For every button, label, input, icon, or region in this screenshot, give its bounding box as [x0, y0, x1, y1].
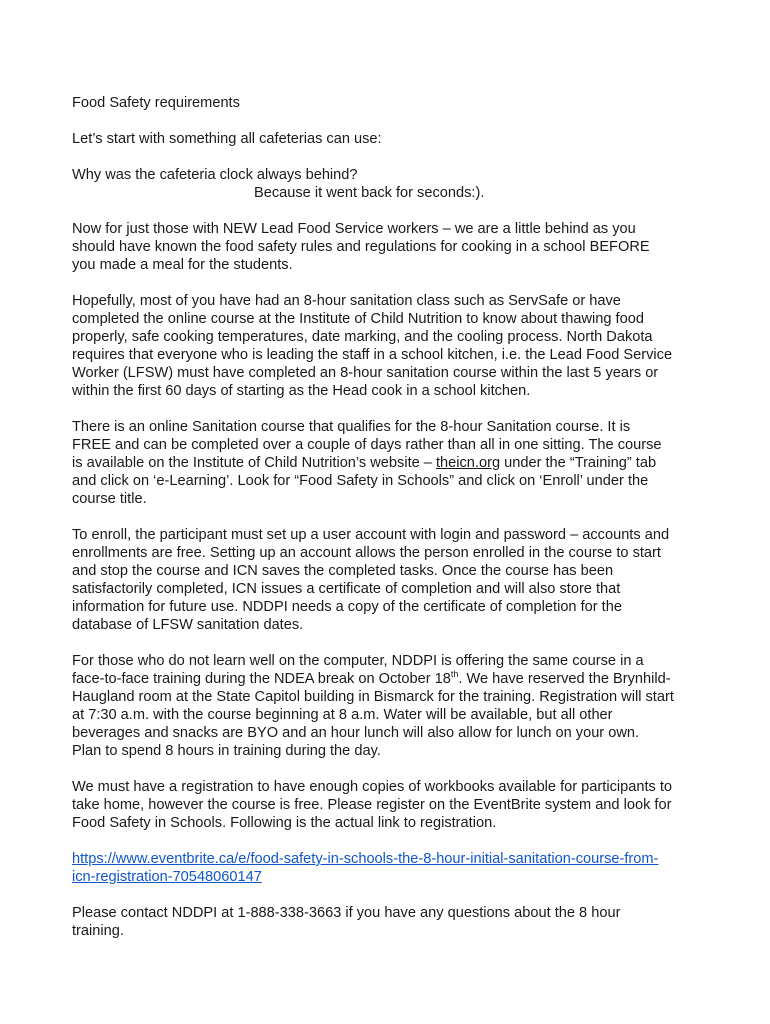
paragraph-sanitation-requirement: Hopefully, most of you have had an 8-hour sanitation class such as ServSafe or have completed the online course at the Institute of Child Nutrition to know about thawing food properly, safe cooking temperatures, date marking, and the cooling process. North Dakota requires that everyone who is leading the staff in a school kitchen, i.e. the Lead Food Service Worker (LFSW) must have completed an 8-hour sanitation course within the last 5 years or within the first 60 days of starting as the Head cook in a school kitchen.	[72, 293, 673, 399]
registration-link[interactable]: https://www.eventbrite.ca/e/food-safety-in-schools-the-8-hour-initial-sanitation-course-from- icn-registration-70548060147	[72, 851, 659, 885]
paragraph-contact: Please contact NDDPI at 1-888-338-3663 if you have any questions about the 8 hour training.	[72, 905, 621, 939]
paragraph-registration: We must have a registration to have enough copies of workbooks available for participants to take home, however the course is free. Please register on the EventBrite system and look for Food Safety in Schools. Following is the actual link to registration.	[72, 779, 673, 831]
joke-answer: Because it went back for seconds:).	[254, 185, 485, 201]
joke-question: Why was the cafeteria clock always behind?	[72, 167, 358, 183]
paragraph-face-to-face: For those who do not learn well on the computer, NDDPI is offering the same course in a face-to-face training during the NDEA break on October 18th. We have reserved the Brynhild- Haugland room at the State Capitol building in Bismarck for the training. Registration will start at 7:30 a.m. with the course beginning at 8 a.m. Water will be available, but all other beverages and snacks are BYO and an hour lunch will also allow for lunch on your own. Plan to spend 8 hours in training during the day.	[72, 653, 674, 759]
theicn-link[interactable]: theicn.org	[435, 455, 501, 471]
paragraph-enrollment: To enroll, the participant must set up a user account with login and password – accounts and enrollments are free. Setting up an account allows the person enrolled in the course to start and stop the course and ICN saves the completed tasks. Once the course has been satisfactorily completed, ICN issues a certificate of completion and will also store that information for future use. NDDPI needs a copy of the certificate of completion for the database of LFSW sanitation dates.	[72, 527, 670, 633]
document-title: Food Safety requirements	[72, 95, 240, 111]
document-page	[72, 94, 712, 940]
paragraph-new-workers: Now for just those with NEW Lead Food Service workers – we are a little behind as you should have known the food safety rules and regulations for cooking in a school BEFORE you made a meal for the students.	[72, 221, 650, 273]
intro-text: Let’s start with something all cafeterias can use:	[72, 131, 382, 147]
paragraph-online-course: There is an online Sanitation course that qualifies for the 8-hour Sanitation course. It is FREE and can be completed over a couple of days rather than all in one sitting. The course is available on the Institute of Child Nutrition’s website – theicn.org under the “Training” tab and click on ‘e-Learning’. Look for “Food Safety in Schools” and click on ‘Enroll’ under the course title.	[72, 419, 662, 507]
joke	[72, 166, 712, 202]
